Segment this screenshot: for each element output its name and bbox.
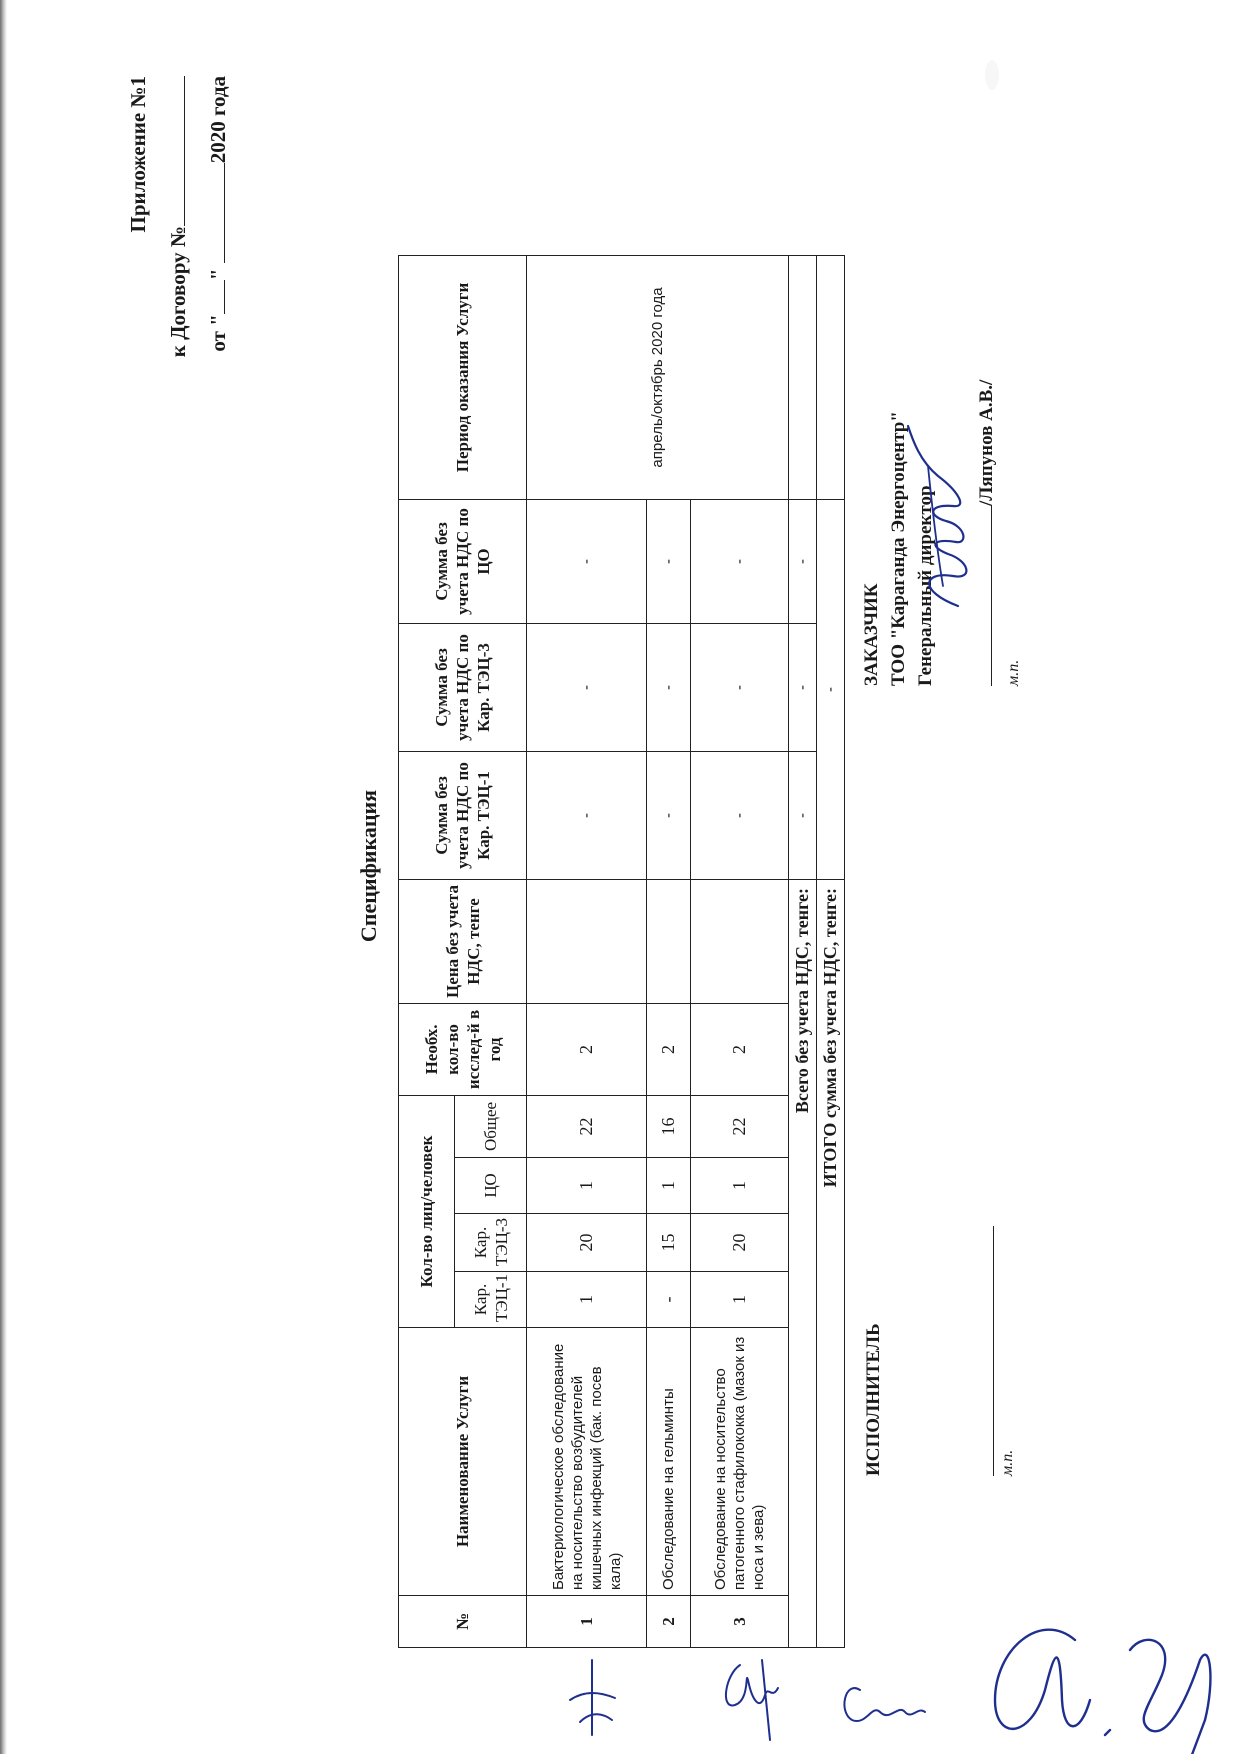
- row-price: [647, 879, 691, 1003]
- customer-stamp-place: м.п.: [1005, 659, 1022, 686]
- row-sum-tec1: -: [691, 751, 789, 879]
- col-header-sum-tec3: Сумма без учета НДС по Кар. ТЭЦ-3: [399, 623, 527, 751]
- customer-position: Генеральный директор: [915, 485, 936, 686]
- col-header-total: Общее: [455, 1095, 527, 1157]
- row-needed: 2: [527, 1003, 647, 1095]
- row-service: Обследование на носительство патогенного стафилококка (мазок из носа и зева): [691, 1328, 789, 1596]
- col-header-persons: Кол-во лиц/человек: [399, 1095, 455, 1327]
- document-page: [38, 40, 1178, 1696]
- executor-signature-line: [993, 1226, 994, 1476]
- row-sum-tec1: -: [527, 751, 647, 879]
- row-total: 16: [647, 1095, 691, 1157]
- row-total: 22: [691, 1095, 789, 1157]
- row-tec1: 1: [691, 1272, 789, 1328]
- grand-total-value: -: [817, 499, 845, 879]
- row-sum-tec3: -: [691, 623, 789, 751]
- grand-total-label: ИТОГО сумма без учета НДС, тенге:: [817, 879, 845, 1647]
- row-sum-co: -: [647, 499, 691, 623]
- row-sum-tec3: -: [527, 623, 647, 751]
- row-tec1: -: [647, 1272, 691, 1328]
- scan-edge: [0, 0, 7, 1754]
- col-header-period: Период оказания Услуги: [399, 255, 527, 499]
- row-co: 1: [527, 1158, 647, 1214]
- total-row: [789, 255, 817, 1647]
- appendix-title: Приложение №1: [126, 76, 150, 233]
- row-num: 2: [647, 1596, 691, 1648]
- row-tec3: 20: [691, 1214, 789, 1272]
- table-row: [527, 255, 647, 1647]
- total-tec1: -: [789, 751, 817, 879]
- specification-table: [398, 255, 845, 1648]
- customer-signer: /Ляпунов А.В./: [976, 379, 997, 506]
- row-tec3: 20: [527, 1214, 647, 1272]
- contract-date-line: от "" 2020 года: [206, 76, 230, 352]
- col-header-sum-co: Сумма без учета НДС по ЦО: [399, 499, 527, 623]
- row-needed: 2: [691, 1003, 789, 1095]
- col-header-needed: Необх. кол-во исслед-й в год: [399, 1003, 527, 1095]
- col-header-co: ЦО: [455, 1158, 527, 1214]
- row-num: 3: [691, 1596, 789, 1648]
- customer-label: ЗАКАЗЧИК: [861, 583, 882, 686]
- col-header-tec1: Кар. ТЭЦ-1: [455, 1272, 527, 1328]
- row-sum-co: -: [527, 499, 647, 623]
- row-service: Обследование на гельминты: [647, 1328, 691, 1596]
- col-header-price: Цена без учета НДС, тенге: [399, 879, 527, 1003]
- col-header-service: Наименование Услуги: [399, 1328, 527, 1596]
- row-total: 22: [527, 1095, 647, 1157]
- executor-block: [863, 1076, 1016, 1476]
- customer-block: [858, 166, 1027, 686]
- row-price: [691, 879, 789, 1003]
- row-tec3: 15: [647, 1214, 691, 1272]
- row-sum-tec1: -: [647, 751, 691, 879]
- row-co: 1: [647, 1158, 691, 1214]
- total-label: Всего без учета НДС, тенге:: [789, 879, 817, 1647]
- col-header-tec3: Кар. ТЭЦ-3: [455, 1214, 527, 1272]
- col-header-num: №: [399, 1596, 527, 1648]
- executor-label: ИСПОЛНИТЕЛЬ: [863, 1323, 884, 1476]
- total-period-empty: [789, 255, 817, 499]
- grand-total-period-empty: [817, 255, 845, 499]
- customer-signature-mark: [898, 416, 988, 616]
- row-service: Бактериологическое обследование на носительство возбудителей кишечных инфекций (бак. посев кала): [527, 1328, 647, 1596]
- row-sum-co: -: [691, 499, 789, 623]
- row-sum-tec3: -: [647, 623, 691, 751]
- contract-number-line: к Договору №: [158, 76, 198, 466]
- total-co: -: [789, 499, 817, 623]
- row-period: апрель/октябрь 2020 года: [527, 255, 789, 499]
- total-tec3: -: [789, 623, 817, 751]
- row-num: 1: [527, 1596, 647, 1648]
- customer-org: ТОО "Караганда Энергоцентр": [888, 411, 909, 686]
- row-co: 1: [691, 1158, 789, 1214]
- appendix-header: [118, 76, 238, 466]
- grand-total-row: [817, 255, 845, 1647]
- table-header-row: [399, 255, 455, 1647]
- row-needed: 2: [647, 1003, 691, 1095]
- row-tec1: 1: [527, 1272, 647, 1328]
- row-price: [527, 879, 647, 1003]
- col-header-sum-tec1: Сумма без учета НДС по Кар. ТЭЦ-1: [399, 751, 527, 879]
- document-title: Спецификация: [356, 789, 381, 943]
- executor-stamp-place: м.п.: [999, 1449, 1016, 1476]
